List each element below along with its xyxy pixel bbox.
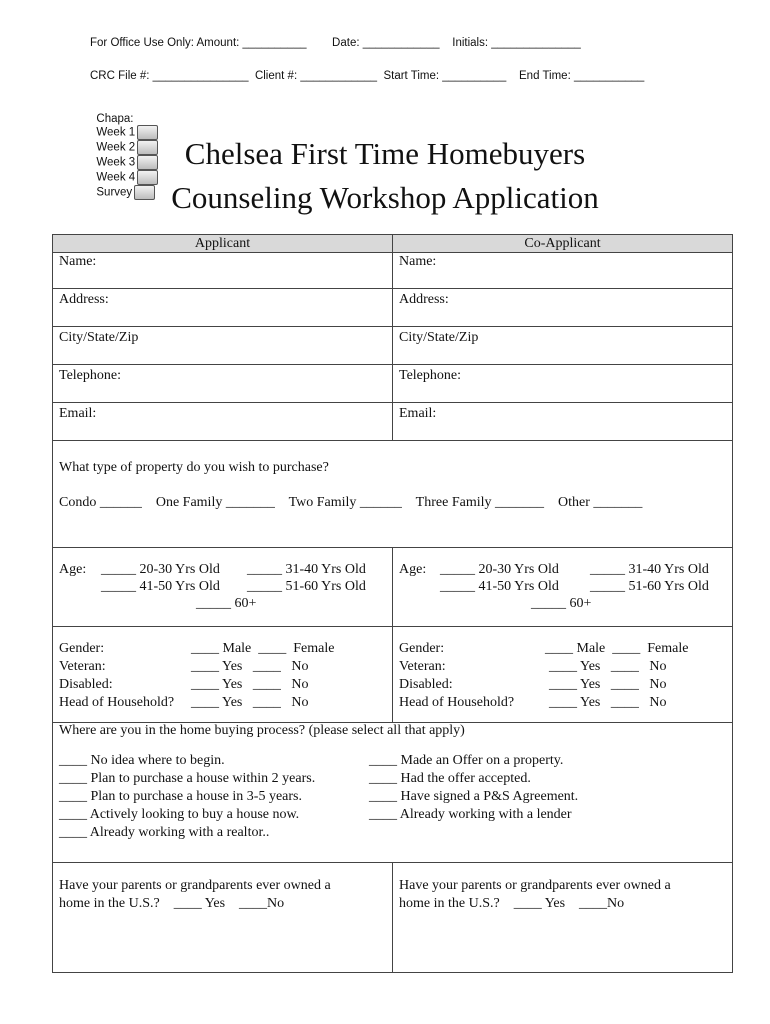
applicant-age-section: [53, 548, 393, 627]
chapa-label: Chapa:: [96, 113, 134, 125]
applicant-hoh-options[interactable]: ____ Yes ____ No: [191, 695, 309, 710]
coapplicant-age-label: Age:: [399, 562, 427, 577]
coapplicant-email-field[interactable]: Email:: [393, 403, 733, 441]
applicant-disabled-label: Disabled:: [59, 677, 113, 692]
coapplicant-disabled-options[interactable]: ____ Yes ____ No: [549, 677, 667, 692]
coapplicant-address-field[interactable]: Address:: [393, 289, 733, 327]
applicant-city-field[interactable]: City/State/Zip: [53, 327, 393, 365]
coapplicant-hoh-options[interactable]: ____ Yes ____ No: [549, 695, 667, 710]
parents-question-text: Have your parents or grandparents ever owned a: [59, 878, 331, 893]
coapplicant-telephone-field[interactable]: Telephone:: [393, 365, 733, 403]
applicant-age-label: Age:: [59, 562, 87, 577]
coapplicant-disabled-label: Disabled:: [399, 677, 453, 692]
week1-label: Week 1: [96, 126, 136, 139]
coapplicant-city-field[interactable]: City/State/Zip: [393, 327, 733, 365]
applicant-age-41-50[interactable]: _____ 41-50 Yrs Old: [101, 579, 220, 594]
week4-label: Week 4: [96, 171, 136, 184]
process-option[interactable]: ____ Already working with a lender: [369, 807, 572, 822]
process-option[interactable]: ____ Have signed a P&S Agreement.: [369, 789, 579, 804]
coapplicant-gender-label: Gender:: [399, 641, 445, 656]
coapplicant-veteran-options[interactable]: ____ Yes ____ No: [549, 659, 667, 674]
applicant-gender-options[interactable]: ____ Male ____ Female: [191, 641, 335, 656]
applicant-gender-label: Gender:: [59, 641, 105, 656]
process-option[interactable]: ____ Plan to purchase a house in 3-5 years.: [59, 789, 302, 804]
page-title-line-2: Counseling Workshop Application: [171, 180, 599, 215]
buying-process-section: [53, 723, 733, 863]
coapplicant-header: Co-Applicant: [393, 235, 733, 253]
page-title-line-1: Chelsea First Time Homebuyers: [184, 136, 586, 171]
coapplicant-name-field[interactable]: Name:: [393, 253, 733, 289]
applicant-name-field[interactable]: Name:: [53, 253, 393, 289]
applicant-hoh-label: Head of Household?: [59, 695, 175, 710]
applicant-header: Applicant: [53, 235, 393, 253]
process-option[interactable]: ____ Made an Offer on a property.: [369, 753, 564, 768]
applicant-address-field[interactable]: Address:: [53, 289, 393, 327]
office-use-line-2: CRC File #: _______________ Client #: ____________ Start Time: __________ End Time: ___________: [90, 70, 645, 82]
process-option[interactable]: ____ Already working with a realtor..: [59, 825, 270, 840]
applicant-parents-question: [53, 863, 393, 973]
applicant-demographics: [53, 627, 393, 723]
survey-label: Survey: [96, 186, 133, 199]
applicant-telephone-field[interactable]: Telephone:: [53, 365, 393, 403]
week2-label: Week 2: [96, 141, 136, 154]
property-options[interactable]: Condo ______ One Family _______ Two Family ______ Three Family _______ Other _______: [59, 495, 643, 510]
applicant-age-51-60[interactable]: _____ 51-60 Yrs Old: [247, 579, 366, 594]
application-form: [52, 234, 733, 973]
applicant-disabled-options[interactable]: ____ Yes ____ No: [191, 677, 309, 692]
coapplicant-demographics: [393, 627, 733, 723]
coapplicant-age-section: [393, 548, 733, 627]
applicant-email-field[interactable]: Email:: [53, 403, 393, 441]
coapplicant-age-41-50[interactable]: _____ 41-50 Yrs Old: [440, 579, 559, 594]
process-option[interactable]: ____ Had the offer accepted.: [369, 771, 531, 786]
coapplicant-veteran-label: Veteran:: [399, 659, 446, 674]
applicant-age-31-40[interactable]: _____ 31-40 Yrs Old: [247, 562, 366, 577]
property-type-section: [53, 441, 733, 548]
parents-question-text: Have your parents or grandparents ever owned a: [399, 878, 671, 893]
week3-label: Week 3: [96, 156, 136, 169]
applicant-age-20-30[interactable]: _____ 20-30 Yrs Old: [101, 562, 220, 577]
coapplicant-hoh-label: Head of Household?: [399, 695, 515, 710]
process-option[interactable]: ____ Actively looking to buy a house now.: [59, 807, 300, 822]
applicant-veteran-label: Veteran:: [59, 659, 106, 674]
coapplicant-age-60-plus[interactable]: _____ 60+: [531, 596, 592, 611]
parents-question-options[interactable]: home in the U.S.? ____ Yes ____No: [399, 896, 625, 911]
property-question: What type of property do you wish to purchase?: [59, 460, 329, 475]
coapplicant-gender-options[interactable]: ____ Male ____ Female: [545, 641, 689, 656]
parents-question-options[interactable]: home in the U.S.? ____ Yes ____No: [59, 896, 285, 911]
coapplicant-age-20-30[interactable]: _____ 20-30 Yrs Old: [440, 562, 559, 577]
process-option[interactable]: ____ No idea where to begin.: [59, 753, 225, 768]
office-use-line-1: For Office Use Only: Amount: __________ Date: ____________ Initials: ______________: [90, 37, 581, 49]
coapplicant-age-51-60[interactable]: _____ 51-60 Yrs Old: [590, 579, 709, 594]
coapplicant-age-31-40[interactable]: _____ 31-40 Yrs Old: [590, 562, 709, 577]
applicant-veteran-options[interactable]: ____ Yes ____ No: [191, 659, 309, 674]
coapplicant-parents-question: [393, 863, 733, 973]
applicant-age-60-plus[interactable]: _____ 60+: [196, 596, 257, 611]
process-question: Where are you in the home buying process? (please select all that apply): [59, 723, 465, 738]
process-option[interactable]: ____ Plan to purchase a house within 2 years.: [59, 771, 316, 786]
